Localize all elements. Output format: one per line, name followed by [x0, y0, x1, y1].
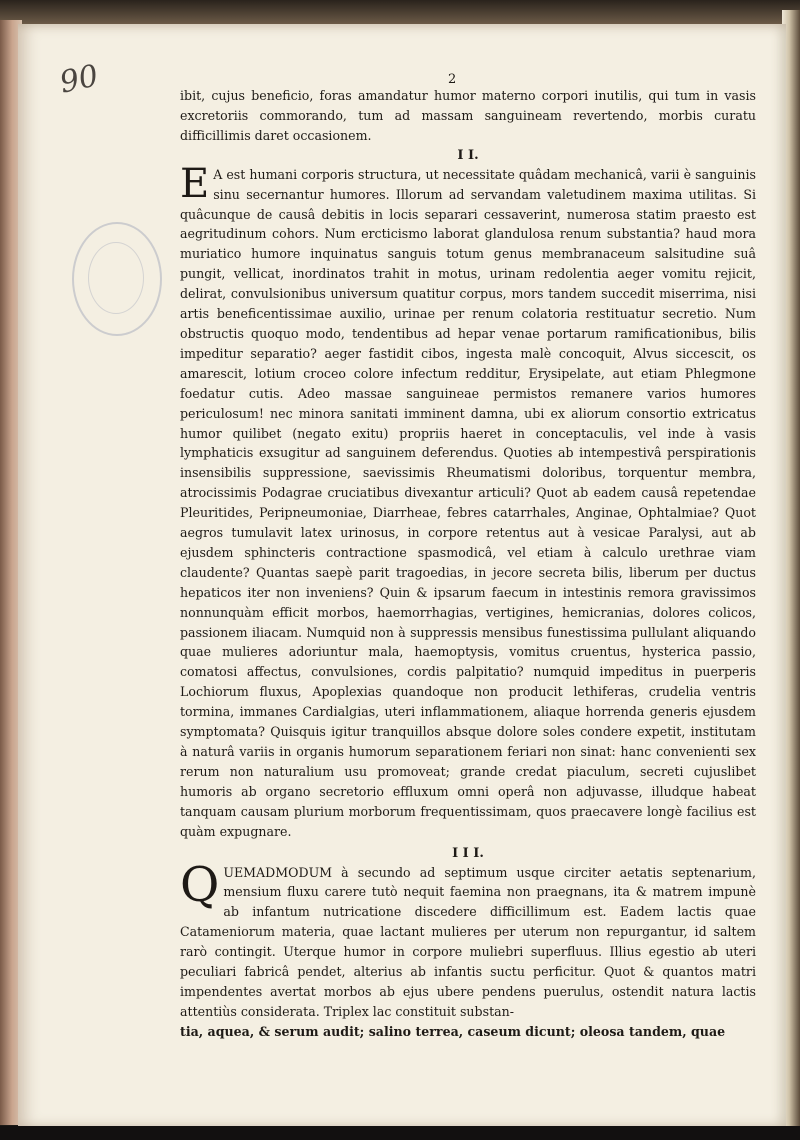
library-stamp-inner-ring — [88, 242, 144, 314]
handwritten-margin-note: 90 — [56, 58, 102, 101]
drop-cap-q: Q — [180, 856, 220, 913]
page-bottom-shadow — [0, 1126, 800, 1140]
section-2-body: A est humani corporis structura, ut necessitate quâdam mechanicâ, varii è sanguinis sinu secernantur humores. Illorum ad servandam valetudinem maxima utilitas. Si quâcunque de causâ debitis in locis separari cessaverint, numerosa statim praesto est aegritudinum cohors. Num ercticismo laborat glandulosa renum substantia? haud mora muriatico humore inquinatus sanguis totum genus membranaceum salsitudine suâ pungit, vellicat, inordinatos trahit in motus, urinam redolentia aeger vomitu rejicit, delirat, convulsionibus universum quatitur corpus, mors tandem succedit miserrima, nisi artis beneficentissimae auxilio, urinae per renum colatoria restituatur secretio. Num obstructis quoquo modo, tendentibus ad hepar venae portarum ramificationibus, bilis impeditur separatio? aeger fastidit cibos, ingesta malè concoquit, Alvus siccescit, os amarescit, lotium croceo colore infectum redditur, Erysipelate, aut etiam Phlegmone foedatur cutis. Adeo massae sanguineae permistos remanere varios humores periculosum! nec minora sanitati imminent damna, ubi ex aliorum consortio extricatus humor quilibet (negato exitu) propriis haeret in conceptaculis, vel inde à vasis lymphaticis exsugitur ad sanguinem deferendus. Quoties ab intempestivâ perspirationis insensibilis suppressione, saevissimis Rheumatismi doloribus, torquentur membra, atrocissimis Podagrae cruciatibus divexantur articuli? Quot ab eadem causâ repetendae Pleuritides, Peripneumoniae, Diarrheae, febres catarrhales, Anginae, Ophtalmiae? Quot aegros tumulavit latex urinosus, in corpore retentus aut à vesicae Paralysi, aut ab ejusdem sphincteris contractione spasmodicâ, vel etiam à calculo urethrae viam claudente? Quantas saepè parit tragoedias, in jecore secreta bilis, liberum per ductus hepaticos iter non inveniens? Quin & ipsarum faecum in intestinis remora gravissimos nonnunquàm efficit morbos, haemorrhagias, vertigines, hemicranias, dolores colicos, passionem iliacam. Numquid non à suppressis mensibus funestissima pullulant aliquando quae mulieres adoriuntur mala, haemoptysis, vomitus cruentus, hysterica passio, comatosi affectus, convulsiones, cordis palpitatio? numquid impeditus in puerperis Lochiorum fluxus, Apoplexias quandoque non producit lethiferas, crudelia ventris tormina, immanes Cardialgias, uteri inflammationem, aliaque horrenda generis ejusdem symptomata? Quisquis igitur tranquillos absque dolore soles condere expetit, institutam à naturâ variis in organis humorum separationem feriari non sinat: hanc convenienti sex rerum non naturalium usu promoveat; grande credat piaculum, secreti cujuslibet humoris ab organo secretorio effluxum omni operâ non adjuvasse, illudque habeat tanquam causam plurium morborum frequentissimam, quos praecavere longè facilius est quàm expugnare. — [180, 166, 756, 839]
section-3-paragraph — [180, 856, 756, 1022]
drop-cap-e: E — [180, 160, 210, 207]
section-2-paragraph — [180, 160, 756, 842]
section-3-last-line: tia, aquea, & serum audit; salino terrea, caseum dicunt; oleosa tandem, quae — [180, 1023, 726, 1039]
top-paragraph: ibit, cujus beneficio, foras amandatur humor materno corpori inutilis, qui tum in vasis excretoriis commorando, tum ad massam sanguineam revertendo, morbis curatu difficillimis daret occasionem. — [180, 88, 756, 143]
page-number: 2 — [448, 72, 457, 87]
page-text-block — [180, 70, 756, 1042]
section-3-body: UEMADMODUM à secundo ad septimum usque circiter aetatis septenarium, mensium fluxu carere tutò nequit faemina non praegnans, ita & matrem impunè ab infantum nutricatione discedere difficillimum est. Eadem lactis quae Catameniorum materia, quae lactant mulieres per uterum non repurgantur, id saltem rarò contingit. Uterque humor in corpore muliebri superfluus. Illius egestio ab uteri peculiari fabricâ pendet, alterius ab infantis suctu perficitur. Quot & quantos matri impendentes avertat morbos ab ejus ubere pendens puerulus, ostendit natura lactis attentiùs considerata. Triplex lac constituit substan- — [180, 864, 756, 1019]
section-heading-2: I I. — [457, 147, 479, 163]
section-heading-3: I I I. — [452, 845, 484, 861]
